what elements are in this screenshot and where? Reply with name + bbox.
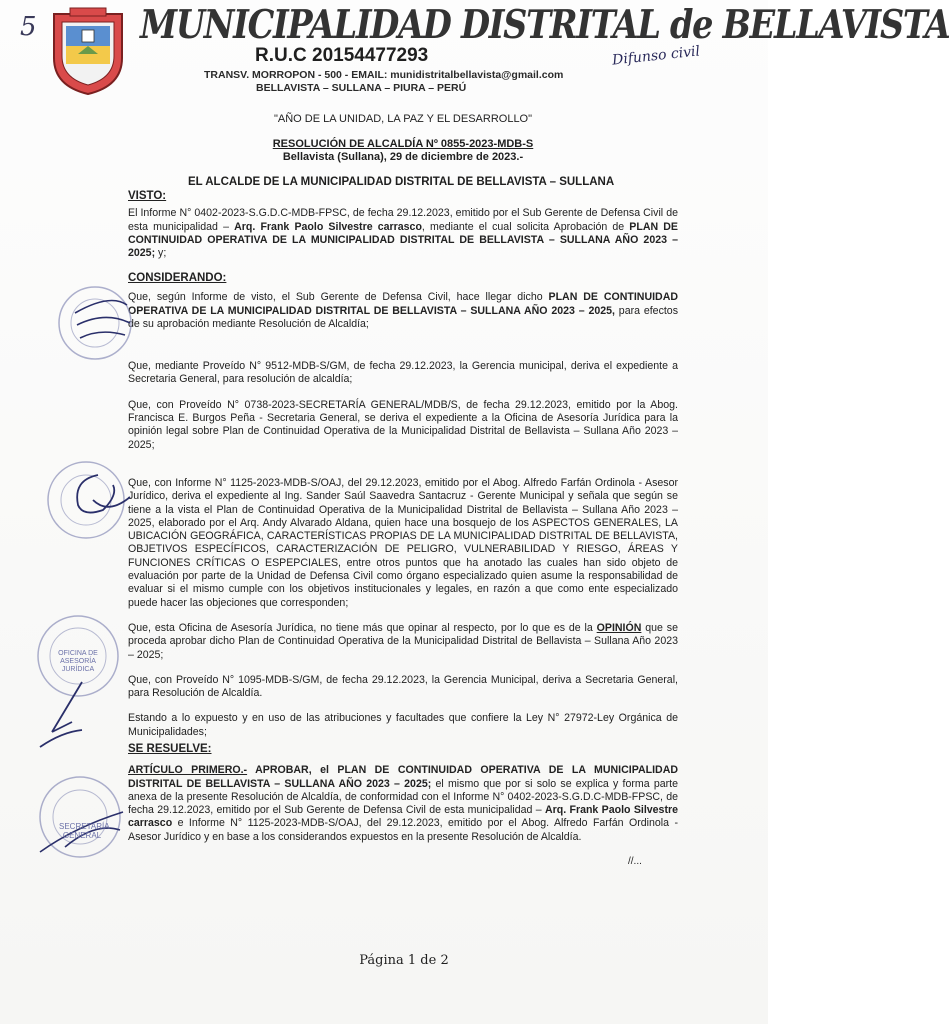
visto-text-2: , mediante el cual solicita Aprobación de bbox=[421, 220, 630, 233]
contact-block bbox=[204, 69, 563, 95]
municipal-stamp-3-icon bbox=[38, 455, 133, 545]
article-first-text-1: el mismo que por si solo se explica y forma parte anexa de la presente Resolución de Alcaldía, de conformidad con el Informe N° 0402-2023-S.G.D.C-MDB-FPSC, de fecha 29.12.2023, emitido por el Sub Gerente de Defensa Civil de esta municipalidad – bbox=[128, 777, 679, 817]
article-first-label: ARTÍCULO PRIMERO.- bbox=[128, 764, 248, 777]
municipal-stamp-1-icon bbox=[55, 283, 135, 363]
considerando-paragraph-5 bbox=[128, 622, 678, 662]
municipal-stamp-4-icon bbox=[35, 772, 125, 862]
address-line: TRANSV. MORROPON - 500 - EMAIL: munidistritalbellavista@gmail.com bbox=[204, 69, 564, 81]
considerando-paragraph-2: Que, mediante Proveído N° 9512-MDB-S/GM, de fecha 29.12.2023, la Gerencia municipal, deriva el expediente a Secretaria General, para resolución de alcaldía; bbox=[128, 360, 678, 386]
mayor-line: EL ALCALDE DE LA MUNICIPALIDAD DISTRITAL DE BELLAVISTA – SULLANA bbox=[188, 176, 615, 188]
considerando-section bbox=[128, 272, 678, 739]
considerando-paragraph-7: Estando a lo expuesto y en uso de las atribuciones y facultades que confiere la Ley N° 27972-Ley Orgánica de Municipalidades; bbox=[128, 712, 678, 738]
considerando-p5-text-2: que se proceda aprobar dicho Plan de Continuidad Operativa de la Municipalidad Distrital de Bellavista – Sullana Año 2023 – 2025; bbox=[128, 621, 678, 661]
visto-text-3: y; bbox=[155, 247, 167, 260]
considerando-heading: CONSIDERANDO: bbox=[128, 272, 227, 284]
article-first-text-2: e Informe N° 1125-2023-MDB-S/OAJ, del 29.12.2023, emitido por el Abog. Alfredo Farfán Ordinola - Asesor Jurídico y en base a los considerandos expuestos en la presente Resolución de Alcaldía. bbox=[128, 817, 678, 843]
considerando-paragraph-4: Que, con Informe N° 1125-2023-MDB-S/OAJ, del 29.12.2023, emitido por el Abog. Alfredo Farfán Ordinola - Asesor Jurídico, deriva el expediente al Ing. Sander Saúl Saavedra Santacruz - Gerente Municipal y señala que según se tiene a la vista el Plan de Continuidad Operativa de la Municipalidad Distrital de Bellavista – Sullana Año 2023 – 2025, elaborado por el Arq. Andy Alvarado Aldana, quien hace una bosquejo de los ASPECTOS GENERALES, LA UBICACIÓN GEOGRÁFICA, CARACTERÍSTICAS PROPIAS DE LA MUNICIPALIDAD DISTRITAL DE BELLAVISTA, OBJETIVOS ESPECÍFICOS, CARACTERIZACIÓN DE PELIGRO, VULNERABILIDAD Y RIESGO, ÁREAS Y FUNCIONES CRÍTICAS O ESPEPCIALES, entre otros puntos que ha anotado las cuales han sido objeto de evaluación por parte de la Unidad de Defensa Civil como órgano especializado quien asume la responsabilidad de evaluar si el mismo cumple con los objetivos institucionales y legales, en razón a que como ente especializado puede hacer las objeciones que corresponden; bbox=[128, 476, 678, 609]
handwritten-note: Difunso civil bbox=[611, 43, 701, 69]
visto-engineer-name: Arq. Frank Paolo Silvestre carrasco bbox=[234, 220, 422, 233]
year-motto: "AÑO DE LA UNIDAD, LA PAZ Y EL DESARROLLO" bbox=[273, 113, 533, 125]
visto-heading: VISTO: bbox=[128, 190, 167, 202]
article-first-paragraph bbox=[128, 764, 678, 844]
general-secretary-stamp-text: SECRETARÍA GENERAL bbox=[59, 822, 110, 840]
resolution-title: RESOLUCIÓN DE ALCALDÍA Nº 0855-2023-MDB-S bbox=[272, 138, 534, 150]
margin-page-number: 5 bbox=[20, 12, 37, 42]
legal-office-stamp-text: OFICINA DE ASESORÍA JURÍDICA bbox=[58, 650, 98, 673]
ruc-number: R.U.C 20154477293 bbox=[255, 45, 429, 66]
municipal-coat-of-arms-icon bbox=[48, 6, 128, 96]
continuation-mark: //... bbox=[628, 856, 642, 867]
article-first-plan-name: PLAN DE CONTINUIDAD OPERATIVA DE LA MUNICIPALIDAD DISTRITAL DE BELLAVISTA – SULLANA AÑO 2023 – 2025; bbox=[128, 764, 678, 790]
resolution-date: Bellavista (Sullana), 29 de diciembre de 2023.- bbox=[282, 151, 524, 163]
municipal-stamp-2-icon bbox=[32, 612, 124, 752]
article-first-engineer-name: Arq. Frank Paolo Silvestre carrasco bbox=[128, 804, 678, 830]
considerando-p1-text-1: Que, según Informe de visto, el Sub Gerente de Defensa Civil, hace llegar dicho bbox=[128, 291, 549, 304]
considerando-paragraph-1 bbox=[128, 291, 678, 331]
visto-plan-name: PLAN DE CONTINUIDAD OPERATIVA DE LA MUNICIPALIDAD DISTRITAL DE BELLAVISTA – SULLANA AÑO 2023 – 2025; bbox=[128, 220, 678, 260]
considerando-paragraph-3: Que, con Proveído N° 0738-2023-SECRETARÍA GENERAL/MDB/S, de fecha 29.12.2023, emitido por la Abog. Francisca E. Burgos Peña - Secretaria General, se deriva el expediente a la Oficina de Asesoría Jurídica para la opinión legal sobre Plan de Continuidad Operativa de la Municipalidad Distrital de Bellavista – Sullana Año 2023 – 2025; bbox=[128, 398, 678, 451]
considerando-paragraph-6: Que, con Proveído N° 1095-MDB-S/GM, de fecha 29.12.2023, la Gerencia Municipal, deriva a Secretaria General, para Resolución de Alcaldía. bbox=[128, 673, 678, 700]
considerando-p5-text-1: Que, esta Oficina de Asesoría Jurídica, no tiene más que opinar al respecto, por lo que es de la bbox=[128, 621, 597, 634]
visto-text-1: El Informe N° 0402-2023-S.G.D.C-MDB-FPSC, de fecha 29.12.2023, emitido por el Sub Gerente de Defensa Civil de esta municipalidad – bbox=[128, 207, 678, 233]
visto-paragraph bbox=[128, 207, 678, 260]
se-resuelve-heading: SE RESUELVE: bbox=[128, 743, 212, 755]
considerando-p1-plan-name: PLAN DE CONTINUIDAD OPERATIVA DE LA MUNICIPALIDAD DISTRITAL DE BELLAVISTA – SULLANA AÑO 2023 – 2025, bbox=[128, 291, 679, 317]
considerando-opinion-word: OPINIÓN bbox=[596, 621, 642, 634]
article-first-approve: APROBAR, el bbox=[247, 764, 338, 777]
visto-section bbox=[128, 190, 678, 260]
considerando-p1-text-2: para efectos de su aprobación mediante Resolución de Alcaldía; bbox=[128, 304, 678, 330]
municipality-title: MUNICIPALIDAD DISTRITAL de BELLAVISTA bbox=[140, 2, 949, 48]
page-footer: Página 1 de 2 bbox=[359, 953, 449, 968]
se-resuelve-section bbox=[128, 743, 678, 844]
location-line: BELLAVISTA – SULLANA – PIURA – PERÚ bbox=[256, 82, 467, 94]
